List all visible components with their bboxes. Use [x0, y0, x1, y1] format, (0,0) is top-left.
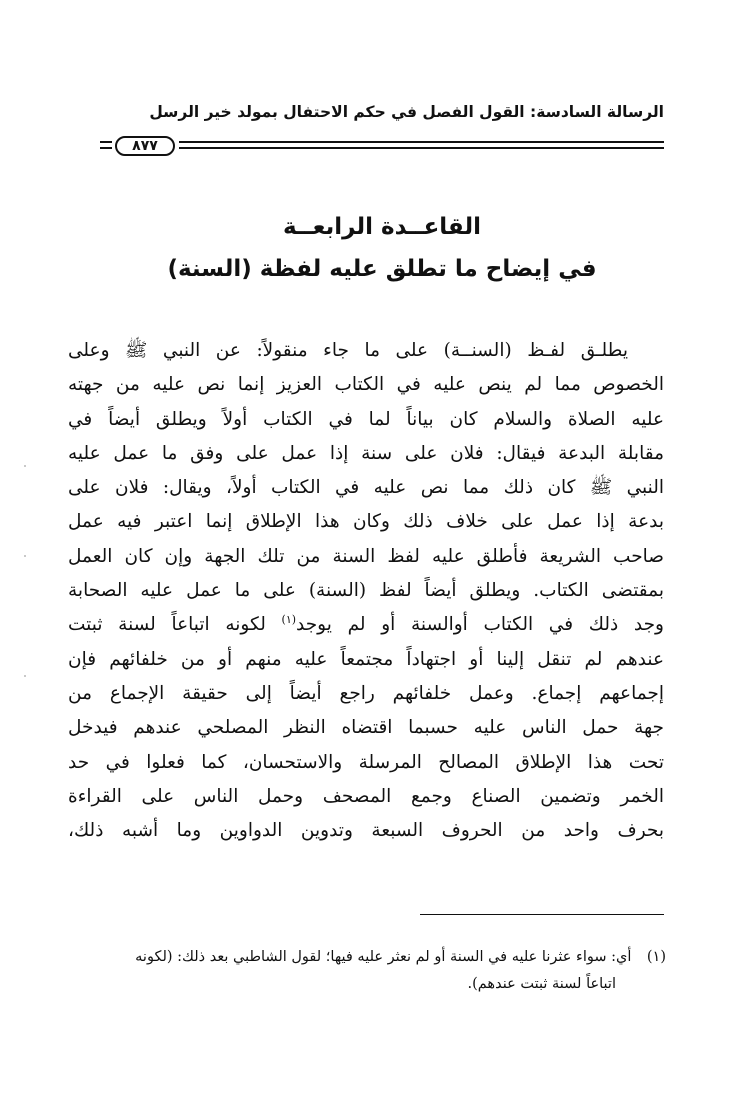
body-line-segment: وجد ذلك في الكتاب أوالسنة أو لم يوجد	[296, 614, 664, 636]
footnote-text: أي: سواء عثرنا عليه في السنة أو لم نعثر عليه فيها؛ لقول الشاطبي بعد ذلك: (لكونه	[135, 949, 632, 965]
rule-line-right-bottom	[179, 147, 664, 149]
running-header: الرسالة السادسة: القول الفصل في حكم الاحتفال بمولد خير الرسل	[149, 103, 664, 121]
rule-line-left-top	[100, 141, 112, 143]
footnotes	[82, 944, 666, 998]
footnote-marker: (١)	[646, 949, 666, 965]
body-line: إجماعهم إجماع. وعمل خلفائهم راجع أيضاً إلى حقيقة الإجماع من	[68, 682, 664, 704]
body-line-segment: لكونه اتباعاً لسنة ثبتت	[68, 614, 266, 636]
chapter-subtitle: في إيضاح ما تطلق عليه لفظة (السنة)	[167, 256, 597, 282]
footnote-reference[interactable]: (١)	[281, 613, 297, 627]
body-line: النبي ﷺ كان ذلك مما نص عليه في الكتاب أولاً، ويقال: فلان على	[68, 477, 664, 499]
chapter-title: القاعــدة الرابعــة	[282, 214, 481, 240]
body-line: صاحب الشريعة فأطلق عليه لفظ السنة من تلك الجهة وإن كان العمل	[68, 545, 664, 567]
rule-line-left-bottom	[100, 147, 112, 149]
body-line: الخمر وتضمين الصناع وجمع المصحف وحمل الناس على القراءة	[68, 785, 664, 807]
header-rule	[100, 136, 664, 158]
body-line: يطلـق لفـظ (السنــة) على ما جاء منقولاً: عن النبي ﷺ وعلى	[68, 340, 628, 361]
rule-line-right-top	[179, 141, 664, 143]
footnote-line	[82, 944, 666, 971]
footnote-separator	[420, 914, 664, 915]
body-line: عندهم لم تنقل إلينا أو اجتهاداً مجتمعاً عليه منهم أو من خلفائهم فإن	[68, 648, 664, 670]
body-line: بدعة إذا عمل على خلاف ذلك وكان هذا الإطلاق إنما اعتبر فيه عمل	[68, 511, 664, 533]
scan-speck	[24, 675, 26, 677]
body-line: الخصوص مما لم ينص عليه في الكتاب العزيز إنما نص عليه من جهته	[68, 374, 664, 396]
body-line: تحت هذا الإطلاق المصالح المرسلة والاستحسان، كما فعلوا في حد	[68, 751, 664, 773]
body-text	[68, 334, 664, 848]
body-line: مقابلة البدعة فيقال: فلان على سنة إذا عمل على وفق ما عمل عليه	[68, 442, 664, 464]
body-line: بمقتضى الكتاب. ويطلق أيضاً لفظ (السنة) على ما عمل عليه الصحابة	[68, 580, 664, 602]
scan-speck	[24, 555, 26, 557]
footnote-line: اتباعاً لسنة ثبتت عندهم).	[467, 976, 616, 992]
scan-speck	[24, 465, 26, 467]
body-line: عليه الصلاة والسلام كان بياناً لما في الكتاب أولاً ويطلق أيضاً في	[68, 408, 664, 430]
body-line: بحرف واحد من الحروف السبعة وتدوين الدواوين وما أشبه ذلك،	[68, 820, 664, 842]
body-line: جهة حمل الناس عليه حسبما اقتضاه النظر المصلحي عندهم فيدخل	[68, 717, 664, 739]
page-number: ٨٧٧	[115, 136, 175, 156]
body-line-with-footnote	[68, 608, 664, 642]
